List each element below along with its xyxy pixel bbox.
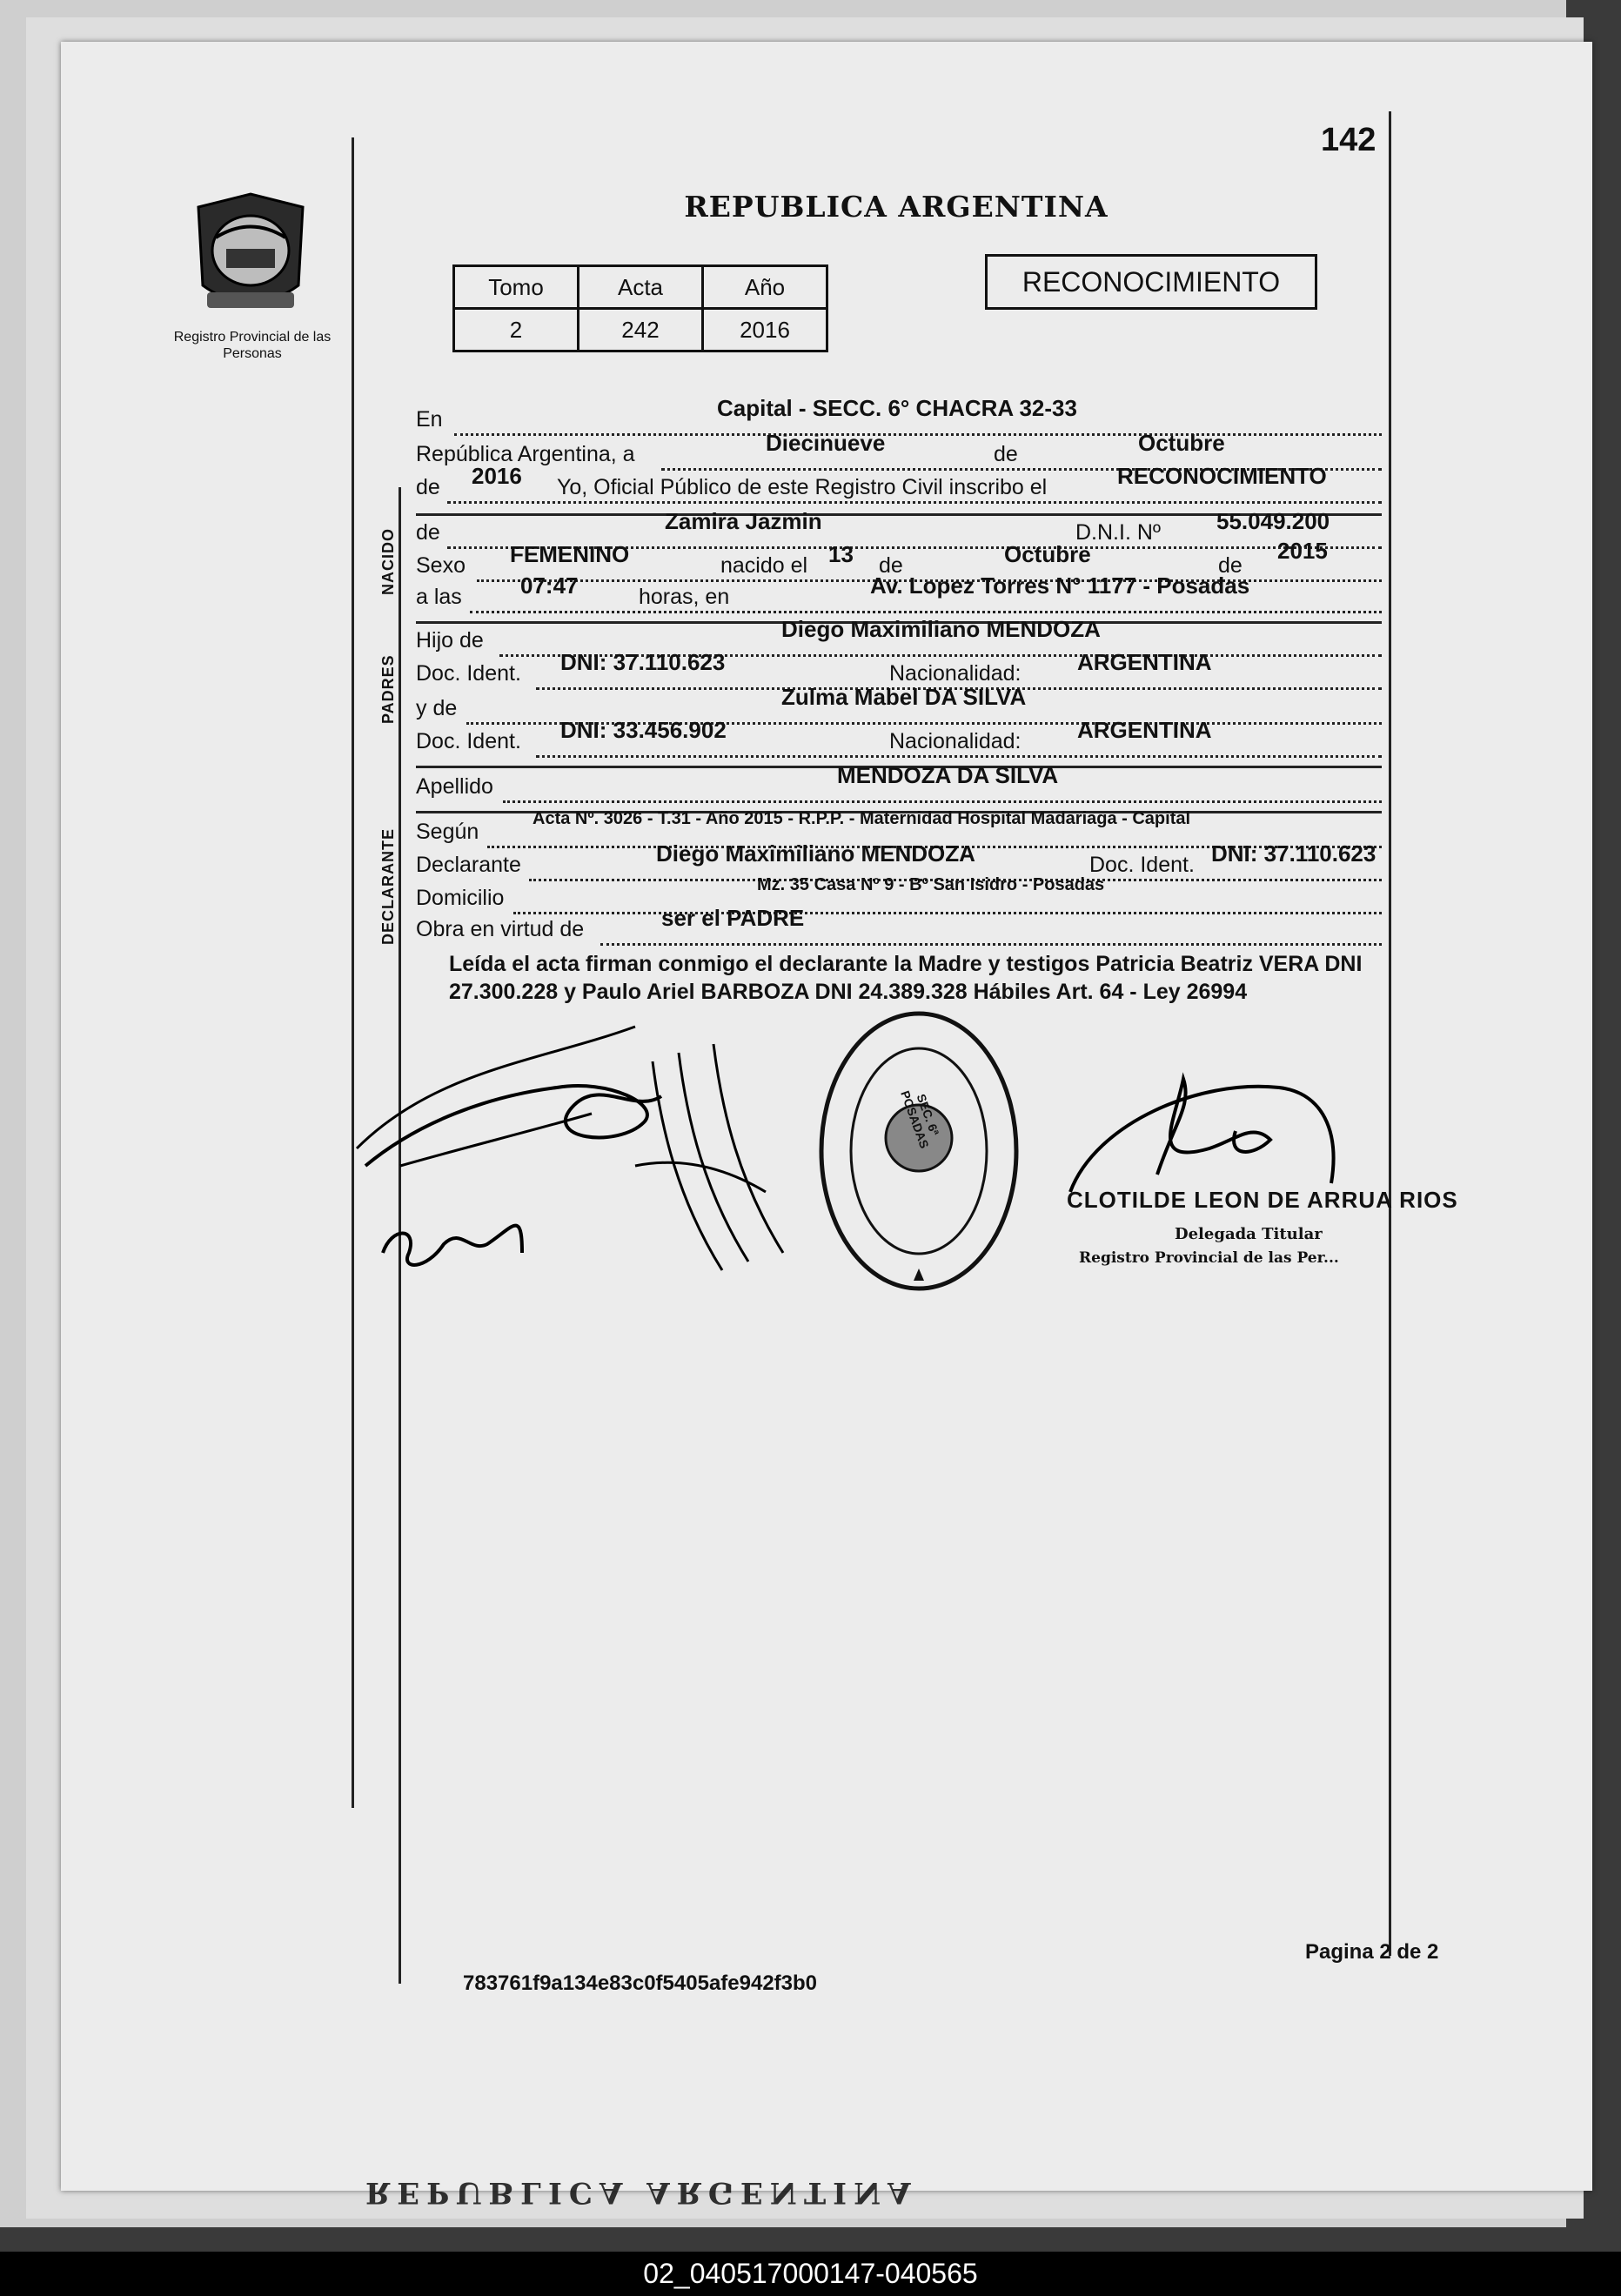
label-declarante: Declarante xyxy=(416,853,521,877)
registry-table xyxy=(452,264,828,352)
right-margin-line xyxy=(1389,111,1391,1956)
row-inscripcion xyxy=(416,463,1382,510)
document-hash: 783761f9a134e83c0f5405afe942f3b0 xyxy=(463,1971,818,1995)
row-domicilio xyxy=(416,875,1382,920)
value-obra: ser el PADRE xyxy=(661,905,805,931)
label-doc: Doc. Ident. xyxy=(416,661,521,686)
label-domicilio: Domicilio xyxy=(416,886,505,910)
left-margin-line xyxy=(352,137,354,1808)
page-indicator: Pagina 2 de 2 xyxy=(1305,1940,1439,1964)
label-nacionalidad: Nacionalidad: xyxy=(886,661,1025,686)
table-row xyxy=(454,309,827,351)
value-lugar: Av. Lopez Torres N° 1177 - Posadas xyxy=(870,572,1250,599)
table-header: Tomo xyxy=(454,266,579,309)
label-de: de xyxy=(990,442,1021,467)
table-header-row xyxy=(454,266,827,309)
label-dni: D.N.I. Nº xyxy=(1072,520,1164,546)
label-de: de xyxy=(875,553,907,579)
label-nacionalidad: Nacionalidad: xyxy=(886,729,1025,754)
side-label-padres: PADRES xyxy=(379,654,397,724)
value-padre-doc: DNI: 37.110.623 xyxy=(560,649,726,675)
row-obra xyxy=(416,905,1382,952)
label-segun: Según xyxy=(416,820,479,844)
value-domicilio: Mz. 35 Casa Nº 9 - Bº San Isidro - Posadas xyxy=(757,875,1105,894)
label-doc: Doc. Ident. xyxy=(1086,853,1198,878)
officer-title: Delegada Titular xyxy=(1175,1225,1323,1243)
label-hijo: Hijo de xyxy=(416,628,484,653)
table-header: Año xyxy=(703,266,827,309)
label-obra: Obra en virtud de xyxy=(416,917,585,941)
side-label-declarante: DECLARANTE xyxy=(379,828,397,945)
stamp-inner-text: SEC. 6ª POSADAS xyxy=(898,1088,942,1150)
value-birth-day: 13 xyxy=(828,541,854,567)
act-type-box: RECONOCIMIENTO xyxy=(985,254,1317,310)
label-de: de xyxy=(416,520,440,545)
value-sexo: FEMENINO xyxy=(510,541,630,567)
label-de: de xyxy=(416,475,440,499)
label-apellido: Apellido xyxy=(416,774,493,799)
value-birth-month: Octubre xyxy=(1004,541,1091,567)
signatures-left-icon xyxy=(348,992,835,1288)
officer-signature-icon xyxy=(1062,1070,1357,1201)
row-hora xyxy=(416,572,1382,619)
value-madre-doc: DNI: 33.456.902 xyxy=(560,717,727,743)
value-madre: Zulma Mabel DA SILVA xyxy=(781,684,1027,710)
table-cell: 242 xyxy=(579,309,703,351)
value-padre: Diego Maximiliano MENDOZA xyxy=(781,616,1101,642)
value-month: Octubre xyxy=(1138,430,1225,456)
table-header: Acta xyxy=(579,266,703,309)
value-madre-nac: ARGENTINA xyxy=(1077,717,1212,743)
value-declarante: Diego Maximiliano MENDOZA xyxy=(656,840,975,867)
value-day: Diecinueve xyxy=(766,430,886,456)
officer-name: CLOTILDE LEON DE ARRUA RIOS xyxy=(1067,1187,1458,1213)
value-inscribe: RECONOCIMIENTO xyxy=(1117,463,1327,489)
value-dni: 55.049.200 xyxy=(1216,508,1330,534)
label-nacido: nacido el xyxy=(717,553,811,579)
officer-organization: Registro Provincial de las Per... xyxy=(1079,1249,1339,1267)
closing-statement: Leída el acta firman conmigo el declarante la Madre y testigos Patricia Beatriz VERA DNI 27.300.228 y Paulo Ariel BARBOZA DNI 24.389.328 Hábiles Art. 64 - Ley 26994 xyxy=(449,952,1363,1004)
oficial-text: Yo, Oficial Público de este Registro Civil inscribo el xyxy=(553,475,1050,500)
value-place: Capital - SECC. 6° CHACRA 32-33 xyxy=(717,395,1077,421)
row-madre-doc xyxy=(416,717,1382,764)
label-sexo: Sexo xyxy=(416,553,466,578)
label-en: En xyxy=(416,407,443,432)
value-padre-nac: ARGENTINA xyxy=(1077,649,1212,675)
table-cell: 2016 xyxy=(703,309,827,351)
label-y-de: y de xyxy=(416,696,458,720)
value-segun: Acta Nº. 3026 - T.31 - Año 2015 - R.P.P. - Maternidad Hospital Madariaga - Capital xyxy=(533,809,1191,828)
value-year: 2016 xyxy=(472,463,522,489)
label-republica: República Argentina, a xyxy=(416,442,635,466)
label-doc: Doc. Ident. xyxy=(416,729,521,753)
label-de: de xyxy=(1215,553,1246,579)
document-title: REPUBLICA ARGENTINA xyxy=(684,190,1109,224)
label-horas: horas, en xyxy=(635,585,733,610)
label-a-las: a las xyxy=(416,585,462,609)
value-birth-year: 2015 xyxy=(1277,538,1328,564)
institution-label: Registro Provincial de las Personas xyxy=(173,330,332,361)
side-label-nacido: NACIDO xyxy=(379,528,397,595)
table-cell: 2 xyxy=(454,309,579,351)
value-declarante-doc: DNI: 37.110.623 xyxy=(1211,840,1377,867)
value-apellido: MENDOZA DA SILVA xyxy=(837,762,1059,788)
value-hora: 07:47 xyxy=(520,572,579,599)
page-number: 142 xyxy=(1321,122,1377,158)
mirrored-header-text: REPUBLICA ARGENTINA xyxy=(365,2175,918,2210)
province-crest-icon xyxy=(190,190,311,320)
row-en xyxy=(416,395,1382,442)
file-id-bar: 02_040517000147-040565 xyxy=(0,2252,1621,2296)
row-apellido xyxy=(416,762,1382,809)
value-name: Zamira Jazmin xyxy=(665,508,822,534)
